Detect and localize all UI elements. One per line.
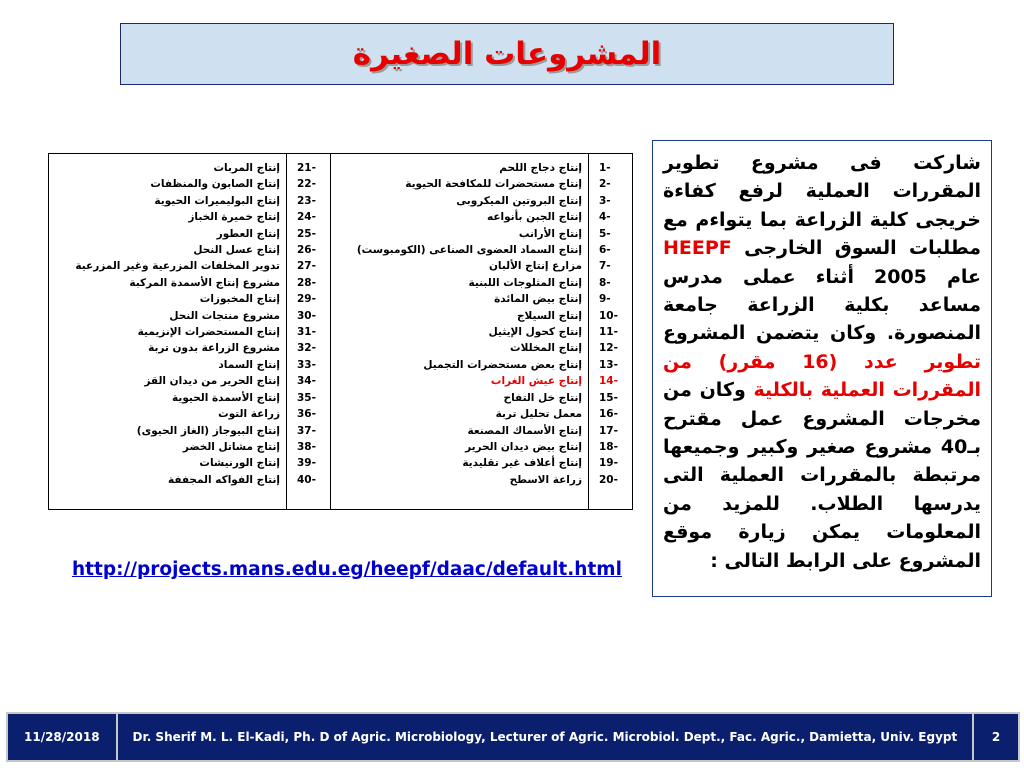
left-names-column (49, 154, 287, 510)
project-name: إنتاج البروتين الميكروبى (456, 194, 582, 207)
project-name: إنتاج السماد (218, 358, 280, 371)
project-name: إنتاج المخبوزات (199, 293, 280, 306)
project-name: إنتاج أعلاف غير تقليدية (462, 457, 582, 470)
project-name: إنتاج السماد العضوى الصناعى (الكومبوست) (356, 244, 582, 257)
project-number: 31- (297, 326, 316, 339)
project-name: إنتاج السيلاج (516, 309, 582, 322)
project-number: 6- (599, 244, 611, 257)
project-number: 33- (297, 358, 316, 371)
project-number: 8- (599, 276, 611, 289)
project-name: إنتاج الفواكه المجففة (167, 473, 280, 486)
project-name: إنتاج الحرير من ديدان القز (144, 375, 280, 388)
project-name: إنتاج الأسماك المصنعة (467, 424, 582, 437)
footer-date: 11/28/2018 (8, 714, 118, 760)
project-name: إنتاج المربات (213, 162, 280, 174)
project-number: 21- (297, 162, 316, 174)
project-number: 7- (599, 260, 611, 273)
project-name: إنتاج العطور (216, 227, 280, 240)
project-number: 12- (599, 342, 618, 355)
project-number: 16- (599, 408, 618, 421)
project-name: تدوير المخلفات المزرعية وغير المزرعية (75, 260, 280, 273)
project-number: 19- (599, 457, 618, 470)
project-name: مشروع منتجات النحل (169, 309, 280, 322)
description-highlight-courses: تطوير عدد (16 مقرر) من المقررات العملية بالكلية (663, 350, 981, 402)
description-highlight-heepf: HEEPF (663, 237, 732, 260)
project-number: 4- (599, 211, 611, 224)
project-name: إنتاج الأسمدة الحيوية (172, 391, 280, 404)
project-number: 25- (297, 227, 316, 240)
right-names-column (331, 154, 589, 510)
project-name: إنتاج الجبن بأنواعه (486, 211, 582, 224)
project-name: إنتاج الورنيشات (199, 457, 280, 470)
project-number: 5- (599, 227, 611, 240)
project-name: إنتاج خل التفاح (503, 391, 582, 404)
project-name: إنتاج المستحضرات الإنزيمية (137, 326, 280, 339)
project-name: مشروع إنتاج الأسمدة المركبة (129, 276, 280, 289)
project-number: 26- (297, 244, 316, 257)
left-numbers-column (287, 154, 331, 510)
description-text-1: شاركت فى مشروع تطوير المقررات العملية لرفع كفاءة خريجى كلية الزراعة بما يتواءم مع مطلبات السوق الخارجى (663, 152, 981, 260)
footer-author: Dr. Sherif M. L. El-Kadi, Ph. D of Agric. Microbiology, Lecturer of Agric. Microbiol. Dept., Fac. Agric., Damietta, Univ. Egypt (118, 714, 975, 760)
project-number: 3- (599, 194, 611, 207)
project-number: 1- (599, 162, 611, 174)
project-name: زراعة التوت (218, 408, 280, 421)
description-text-2: عام 2005 أثناء عملى مدرس مساعد بكلية الزراعة جامعة المنصورة. وكان يتضمن المشروع (663, 265, 982, 345)
project-number: 20- (599, 473, 618, 486)
project-name: إنتاج بيض المائدة (494, 293, 582, 306)
project-name: مزارع إنتاج الألبان (488, 260, 582, 273)
project-number: 38- (297, 440, 316, 453)
project-name: معمل تحليل تربة (495, 408, 582, 421)
project-name: إنتاج البوليميرات الحيوية (154, 194, 280, 207)
project-name: إنتاج مستحضرات للمكافحة الحيوية (405, 178, 582, 191)
project-number: 10- (599, 309, 618, 322)
project-name: إنتاج كحول الإيثيل (488, 326, 582, 339)
project-name: زراعة الاسطح (509, 473, 582, 486)
project-name: إنتاج الأرانب (518, 227, 582, 240)
project-number: 23- (297, 194, 316, 207)
description-text-3: وكان من مخرجات المشروع عمل مقترح بـ40 مشروع صغير وكبير وجميعها مرتبطة بالمقررات العملية التى يدرسها الطلاب. للمزيد من المعلومات يمكن زيارة موقع المشروع على الرابط التالى : (663, 379, 981, 572)
project-number: 32- (297, 342, 316, 355)
project-number: 14- (599, 375, 618, 388)
slide-title: المشروعات الصغيرة (352, 36, 662, 72)
footer-bar (6, 712, 1020, 762)
project-number: 27- (297, 260, 316, 273)
project-number: 37- (297, 424, 316, 437)
project-number: 11- (599, 326, 618, 339)
project-number: 24- (297, 211, 316, 224)
project-name: إنتاج عيش الغراب (490, 375, 582, 388)
project-number: 30- (297, 309, 316, 322)
project-number: 18- (599, 440, 618, 453)
project-name: إنتاج دجاج اللحم (499, 162, 582, 174)
project-number: 13- (599, 358, 618, 371)
project-name: إنتاج الصابون والمنظفات (150, 178, 280, 191)
project-number: 36- (297, 408, 316, 421)
project-number: 17- (599, 424, 618, 437)
projects-table (48, 153, 633, 510)
right-numbers-column (589, 154, 633, 510)
project-number: 40- (297, 473, 316, 486)
project-name: مشروع الزراعة بدون تربة (148, 342, 280, 355)
project-number: 9- (599, 293, 611, 306)
project-name: إنتاج البيوجاز (الغاز الحيوى) (136, 424, 280, 437)
project-number: 15- (599, 391, 618, 404)
footer-page-number: 2 (991, 730, 1001, 744)
project-number: 28- (297, 276, 316, 289)
project-name: إنتاج بيض ديدان الحرير (465, 440, 582, 453)
description-box (652, 140, 992, 597)
project-number: 2- (599, 178, 611, 191)
project-name: إنتاج بعض مستحضرات التجميل (423, 358, 582, 371)
title-box (120, 23, 894, 85)
project-number: 34- (297, 375, 316, 388)
project-number: 22- (297, 178, 316, 191)
project-name: إنتاج عسل النحل (193, 244, 280, 257)
project-link[interactable]: http://projects.mans.edu.eg/heepf/daac/default.html (72, 559, 622, 580)
project-name: إنتاج المثلوجات اللبنية (468, 276, 582, 289)
project-number: 29- (297, 293, 316, 306)
project-name: إنتاج مشاتل الخضر (182, 440, 280, 453)
project-number: 35- (297, 391, 316, 404)
project-name: إنتاج خميرة الخباز (188, 211, 280, 224)
project-number: 39- (297, 457, 316, 470)
project-name: إنتاج المخللات (510, 342, 582, 355)
